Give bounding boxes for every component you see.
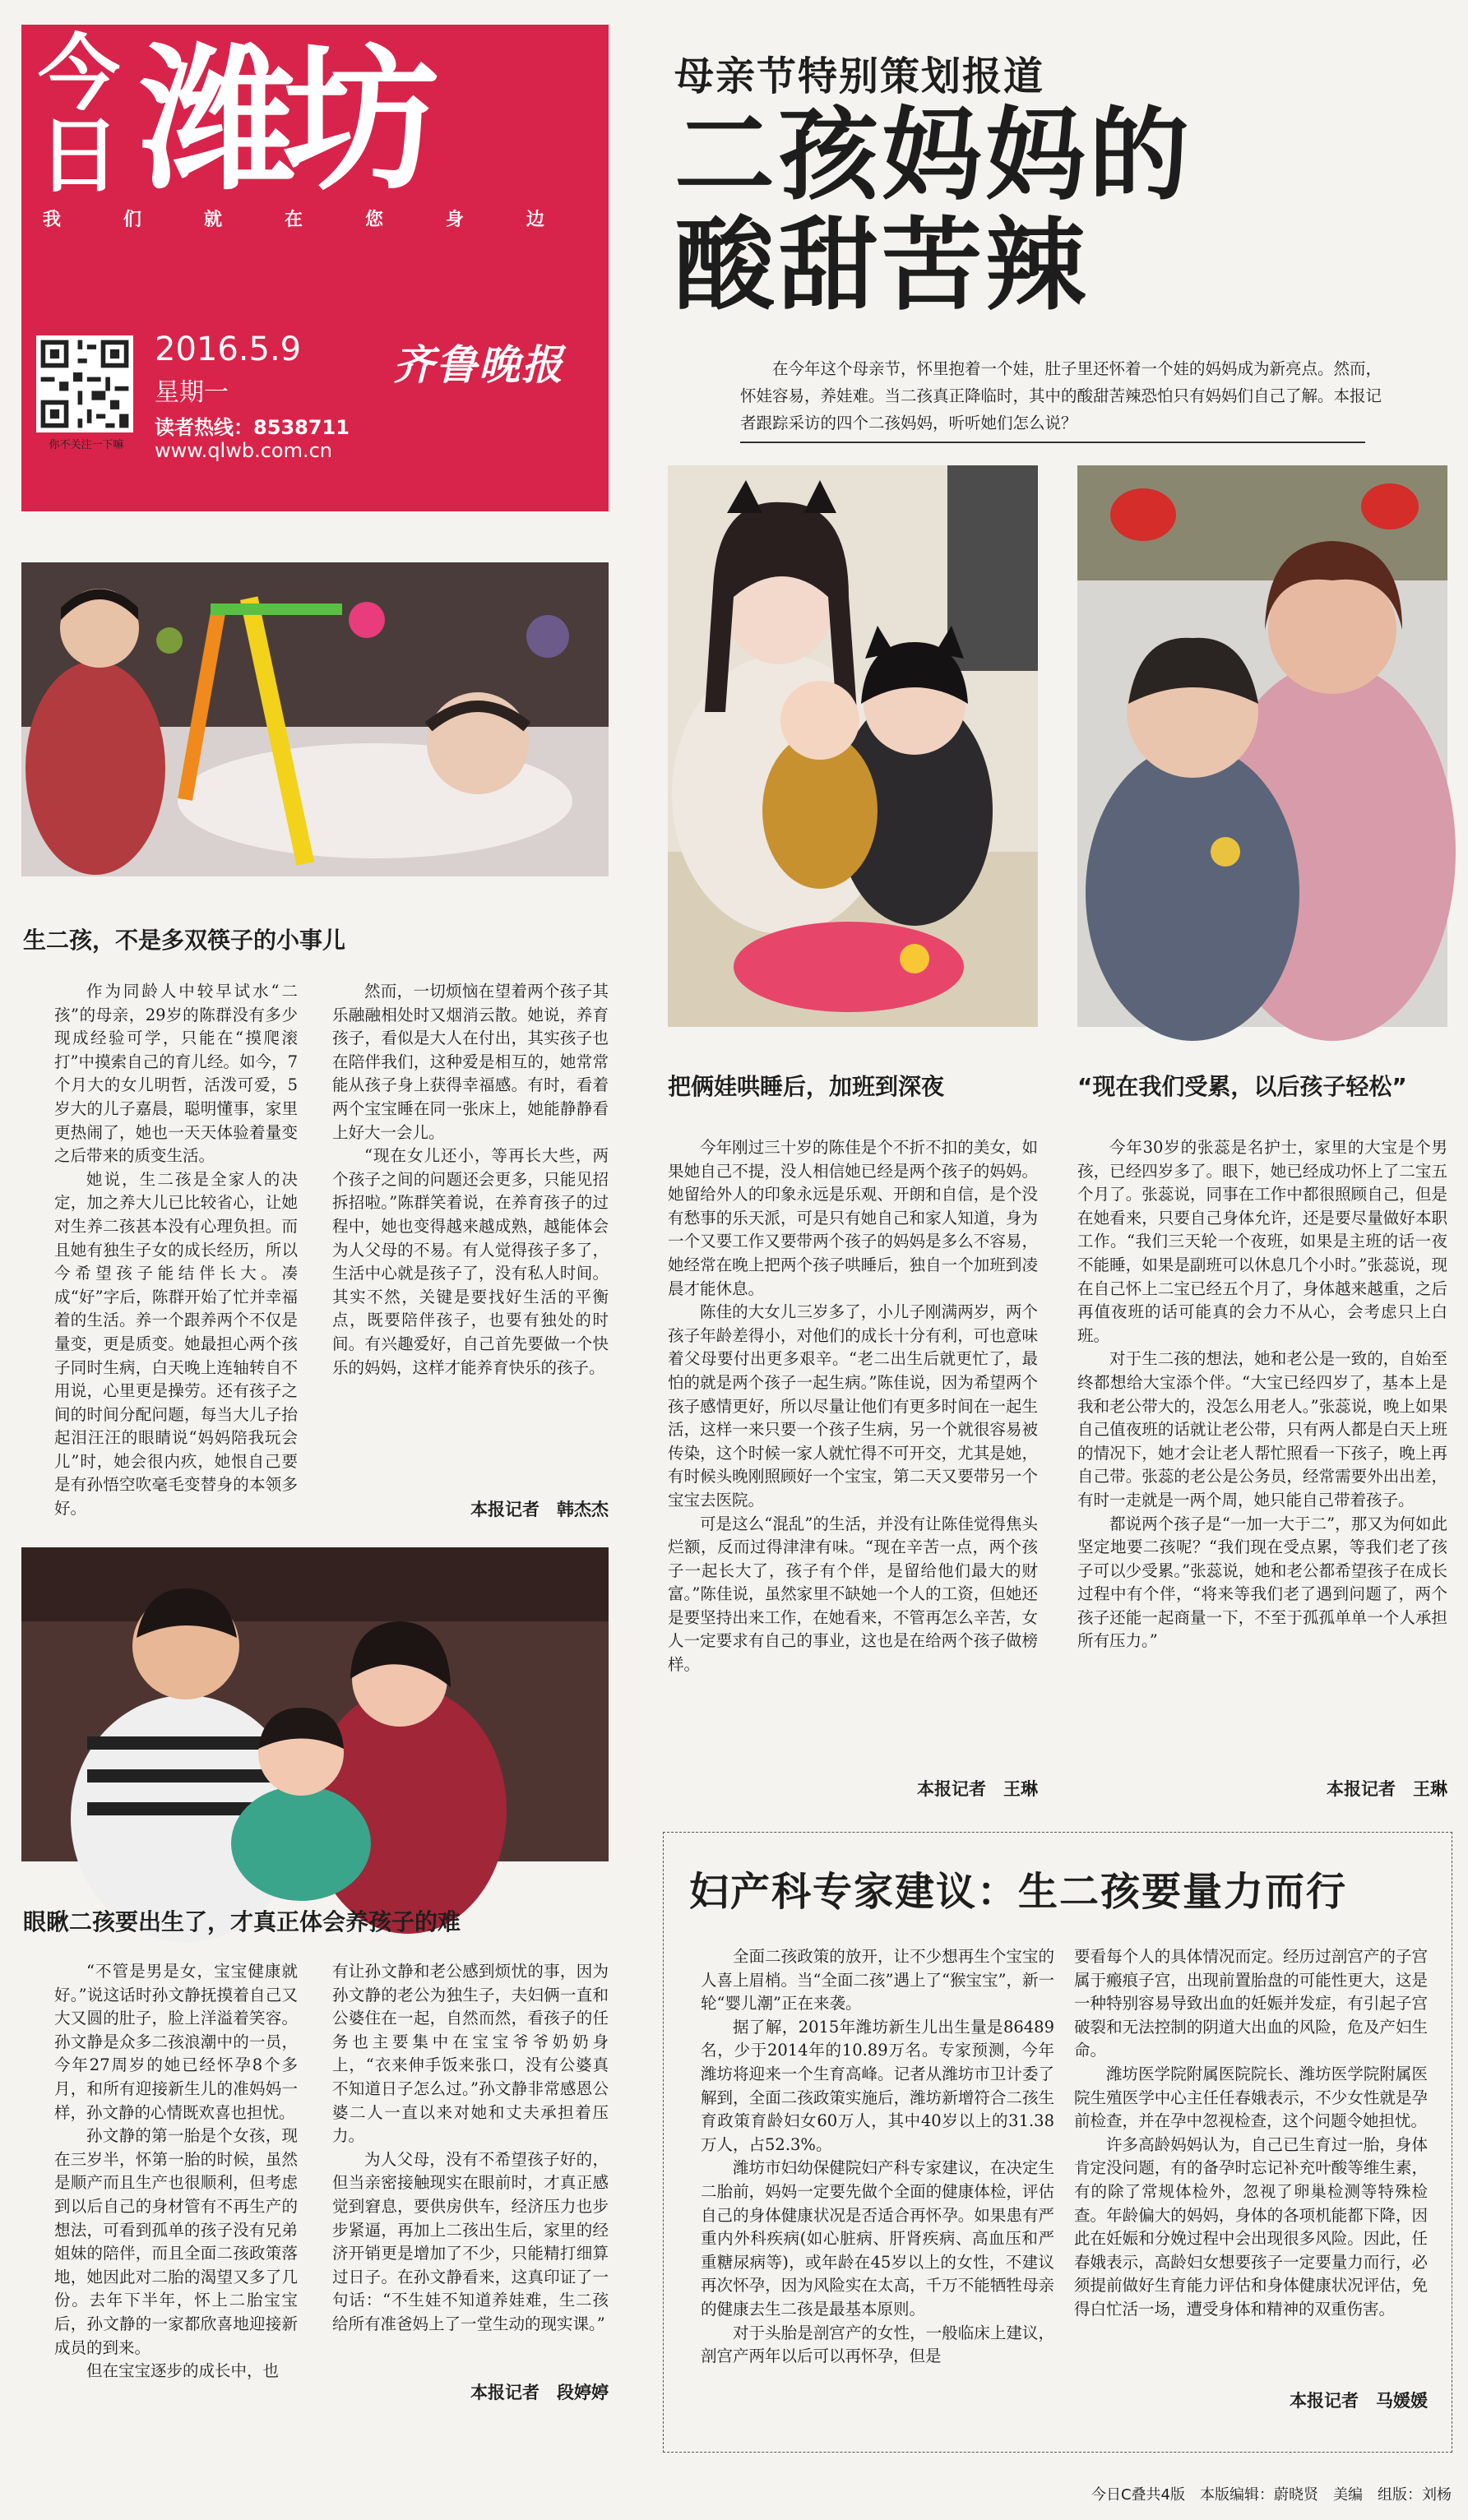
story-paragraph: 对于头胎是剖宫产的女性，一般临床上建议，剖宫产两年以后可以再怀孕，但是 bbox=[701, 2323, 1054, 2366]
photo-zhang-rui-son bbox=[1077, 465, 1447, 1027]
story-paragraph: 为人父母，没有不希望孩子好的，但当亲密接触现实在眼前时，才真正感觉到窘息，要供房供车，经济压力也步步紧逼，再加上二孩出生后，家里的经济开销更是增加了不少，只能精打细算过日子。在孙文静看来，这真印证了一句话：“不生娃不知道养娃难，生二孩给所有准爸妈上了一堂生动的现实课。” bbox=[332, 2149, 609, 2333]
issue-date: 2016.5.9 bbox=[155, 331, 302, 368]
logo-jin: 今日 bbox=[38, 25, 117, 204]
slogan bbox=[43, 206, 544, 231]
qr-code-icon[interactable] bbox=[36, 335, 133, 432]
story-paragraph: 作为同龄人中较早试水“二孩”的母亲，29岁的陈群没有多少现成经验可学，只能在“摸爬滚打”中摸索自己的育儿经。如今，7个月大的女儿明哲，活泼可爱，5岁大的儿子嘉晨，聪明懂事，家里更热闹了，她也一天天体验着量变之后带来的质变生活。 bbox=[54, 982, 298, 1166]
story-2-byline: 本报记者 王琳 bbox=[917, 1779, 1038, 1799]
expert-column-b bbox=[1074, 1945, 1428, 2388]
logo-name: 潍坊 bbox=[140, 30, 427, 211]
story-paragraph: “现在女儿还小，等再长大些，两个孩子之间的问题还会更多，只能见招拆招啦。”陈群笑着说，在养育孩子的过程中，她也变得越来越成熟，越能体会为人父母的不易。有人觉得孩子多了，生活中心就是孩子了，没有私人时间。其实不然，关键是要找好生活的平衡点，既要陪伴孩子，也要有独处的时间。有兴趣爱好，自己首先要做一个快乐的妈妈，这样才能养育快乐的孩子。 bbox=[332, 1146, 609, 1377]
story-1-byline: 本报记者 韩杰杰 bbox=[470, 1500, 609, 1519]
story-paragraph: 据了解，2015年潍坊新生儿出生量是86489名，少于2014年的10.89万名。专家预测，今年潍坊将迎来一个生育高峰。记者从潍坊市卫计委了解到，全面二孩政策实施后，潍坊新增符合二孩生育政策育龄妇女60万人，其中40岁以上的31.38万人，占52.3%。 bbox=[701, 2017, 1054, 2154]
story-paragraph: “不管是男是女，宝宝健康就好。”说这话时孙文静抚摸着自己又大又圆的肚子，脸上洋溢着笑容。孙文静是众多二孩浪潮中的一员，今年27周岁的她已经怀孕8个多月，和所有迎接新生儿的准妈妈一样，孙文静的心情既欢喜也担忧。 bbox=[54, 1962, 298, 2122]
story-paragraph: 都说两个孩子是“一加一大于二”，那又为何如此坚定地要二孩呢？“我们现在受点累，等我们老了孩子可以少受累。”张蕊说，她和老公都希望孩子在成长过程中有个伴，“将来等我们老了遇到问题了，两个孩子还能一起商量一下，不至于孤孤单单一个人承担所有压力。” bbox=[1077, 1514, 1447, 1651]
story-paragraph: 对于生二孩的想法，她和老公是一致的，自始至终都想给大宝添个伴。“大宝已经四岁了，基本上是我和老公带大的，没怎么用老人。”张蕊说，晚上如果自己值夜班的话就让老公带，只有两人都是白天上班的情况下，她才会让老人帮忙照看一下孩子，晚上再自己带。张蕊的老公是公务员，经常需要外出出差，有时一走就是一两个周，她只能自己带着孩子。 bbox=[1077, 1349, 1447, 1510]
headline-line-2: 酸甜苦辣 bbox=[674, 207, 1089, 324]
story-paragraph: 潍坊市妇幼保健院妇产科专家建议，在决定生二胎前，妈妈一定要先做个全面的健康体检，评估自己的身体健康状况是否适合再怀孕。如果患有严重内外科疾病(如心脏病、肝肾疾病、高血压和严重糖尿病等)，或年龄在45岁以上的女性，不建议再次怀孕，因为风险实在太高，千万不能牺牲母亲的健康去生二孩是最基本原则。 bbox=[701, 2158, 1054, 2319]
photo-chen-jia-family bbox=[668, 465, 1038, 1027]
paper-name-logo: 齐鲁晚报 bbox=[393, 340, 564, 389]
page-footer-credits: 今日C叠共4版 本版编辑：蔚晓贤 美编 组版：刘杨 bbox=[1091, 2486, 1452, 2504]
headline-kicker: 母亲节特别策划报道 bbox=[674, 53, 1045, 99]
story-paragraph: 可是这么“混乱”的生活，并没有让陈佳觉得焦头烂额，反而过得津津有味。“现在辛苦一点，两个孩子一起长大了，孩子有个伴，是留给他们最大的财富。”陈佳说，虽然家里不缺她一个人的工资，但她还是要坚持出来工作，在她看来，不管再怎么辛苦，女人一定要求有自己的事业，这也是在给两个孩子做榜样。 bbox=[668, 1514, 1038, 1675]
story-2-caption: 把俩娃哄睡后，加班到深夜 bbox=[668, 1073, 945, 1100]
expert-column-a bbox=[701, 1945, 1054, 2411]
story-paragraph: 许多高龄妈妈认为，自己已生育过一胎，身体肯定没问题，有的备孕时忘记补充叶酸等维生素，有的除了常规体检外，忽视了卵巢检测等特殊检查。年龄偏大的妈妈，身体的各项机能都下降，因此在妊娠和分娩过程中会出现很多风险。因此，任春娥表示，高龄妇女想要孩子一定要量力而行，必须提前做好生育能力评估和身体健康状况评估，免得白忙活一场，遭受身体和精神的双重伤害。 bbox=[1074, 2134, 1428, 2319]
story-1-column-a bbox=[54, 980, 298, 1519]
story-paragraph: 她说，生二孩是全家人的决定，加之养大儿已比较省心，让她对生养二孩甚本没有心理负担。而且她有独生子女的成长经历，所以今希望孩子能结伴长大。凑成“好”字后，陈群开始了忙并幸福着的生活。养一个跟养两个不仅是量变，更是质变。她最担心两个孩子同时生病，白天晚上连轴转自不用说，心里更是操劳。还有孩子之间的时间分配问题，每当大儿子抬起泪汪汪的眼睛说“妈妈陪我玩会儿”时，她会很内疚，她恨自己要是有孙悟空吹毫毛变替身的本领多好。 bbox=[54, 1169, 298, 1519]
story-1-caption: 生二孩，不是多双筷子的小事儿 bbox=[23, 927, 346, 954]
story-paragraph: 全面二孩政策的放开，让不少想再生个宝宝的人喜上眉梢。当“全面二孩”遇上了“猴宝宝”，新一轮“婴儿潮”正在来袭。 bbox=[701, 1947, 1054, 2014]
photo-chen-qun-children bbox=[21, 562, 609, 876]
slogan-char: 就 bbox=[203, 210, 222, 230]
story-4-byline: 本报记者 段婷婷 bbox=[470, 2383, 609, 2402]
expert-advice-title: 妇产科专家建议：生二孩要量力而行 bbox=[689, 1869, 1348, 1915]
story-4-column-b bbox=[332, 1960, 609, 2379]
story-paragraph: 要看每个人的具体情况而定。经历过剖宫产的子宫属于瘢痕子宫，出现前置胎盘的可能性更大，这是一种特别容易导致出血的妊娠并发症，有引起子宫破裂和无法控制的阴道大出血的风险，危及产妇生命。 bbox=[1074, 1947, 1428, 2060]
story-paragraph: 但在宝宝逐步的成长中，也 bbox=[86, 2361, 280, 2381]
slogan-char: 们 bbox=[123, 210, 141, 230]
qr-caption: 你不关注一下嘛 bbox=[49, 439, 124, 451]
story-paragraph: 然而，一切烦恼在望着两个孩子其乐融融相处时又烟消云散。她说，养育孩子，看似是大人在付出，其实孩子也在陪伴我们，这种爱是相互的，她常常能从孩子身上获得幸福感。有时，看着两个宝宝睡在同一张床上，她能静静看上好大一会儿。 bbox=[332, 982, 609, 1142]
story-4-caption: 眼瞅二孩要出生了，才真正体会养孩子的难 bbox=[23, 1908, 461, 1935]
slogan-char: 在 bbox=[284, 210, 303, 230]
slogan-char: 您 bbox=[364, 210, 383, 230]
story-2-body bbox=[668, 1136, 1038, 1763]
slogan-char: 身 bbox=[445, 210, 464, 230]
story-paragraph: 孙文静的第一胎是个女孩，现在三岁半，怀第一胎的时候，虽然是顺产而且生产也很顺利，但考虑到以后自己的身材管有不再生产的想法，可看到孤单的孩子没有兄弟姐妹的陪伴，而且全面二孩政策落地，她因此对二胎的渴望又多了几份。去年下半年，怀上二胎宝宝后，孙文静的一家都欣喜地迎接新成员的到来。 bbox=[54, 2126, 298, 2357]
story-1-column-b bbox=[332, 980, 609, 1498]
story-paragraph: 潍坊医学院附属医院院长、潍坊医学院附属医院生殖医学中心主任任春娥表示，不少女性就是孕前检查，并在孕中忽视检查，这个问题令她担忧。 bbox=[1074, 2064, 1428, 2131]
headline-line-1: 二孩妈妈的 bbox=[674, 97, 1192, 214]
story-paragraph: 今年刚过三十岁的陈佳是个不折不扣的美女，如果她自己不提，没人相信她已经是两个孩子的妈妈。她留给外人的印象永远是乐观、开朗和自信，是个没有愁事的乐天派，可是只有她自己和家人知道，身为一个又要工作又要带两个孩子的妈妈是多么不容易，她经常在晚上把两个孩子哄睡后，独自一个加班到凌晨才能休息。 bbox=[668, 1138, 1038, 1298]
story-paragraph: 今年30岁的张蕊是名护士，家里的大宝是个男孩，已经四岁多了。眼下，她已经成功怀上了二宝五个月了。张蕊说，同事在工作中都很照顾自己，但是在她看来，只要自己身体允许，还是要尽量做好本职工作。“我们三天轮一个夜班，如果是主班的话一夜不能睡，如果是副班可以休息几个小时。”张蕊说，现在自己怀上二宝已经五个月了，身体越来越重，之后再值夜班的话可能真的会力不从心，会考虑只上白班。 bbox=[1077, 1138, 1447, 1345]
photo-sun-wenjing-family bbox=[21, 1547, 609, 1861]
story-4-column-a bbox=[54, 1960, 298, 2422]
reader-hotline: 读者热线：8538711 bbox=[155, 416, 350, 439]
story-3-byline: 本报记者 王琳 bbox=[1327, 1779, 1447, 1799]
story-paragraph: 陈佳的大女儿三岁多了，小儿子刚满两岁，两个孩子年龄差得小，对他们的成长十分有利，可也意味着父母要付出更多艰辛。“老二出生后就更忙了，最怕的就是两个孩子一起生病。”陈佳说，因为希望两个孩子感情更好，所以尽量让他们有更多时间在一起生活，这样一来只要一个孩子生病，另一个就很容易被传染，这个时候一家人就忙得不可开交，尤其是她，有时候头晚刚照顾好一个宝宝，第二天又要带另一个宝宝去医院。 bbox=[668, 1302, 1038, 1510]
lede-paragraph: 在今年这个母亲节，怀里抱着一个娃，肚子里还怀着一个娃的妈妈成为新亮点。然而，怀娃容易，养娃难。当二孩真正降临时，其中的酸甜苦辣恐怕只有妈妈们自己了解。本报记者跟踪采访的四个二孩妈妈，听听她们怎么说？ bbox=[740, 359, 1382, 432]
expert-byline: 本报记者 马媛媛 bbox=[1290, 2391, 1428, 2411]
slogan-char: 我 bbox=[43, 210, 62, 230]
slogan-char: 边 bbox=[526, 210, 544, 230]
lede-underline bbox=[740, 442, 1365, 443]
story-paragraph: 有让孙文静和老公感到烦忧的事，因为孙文静的老公为独生子，夫妇俩一直和公婆住在一起，自然而然，看孩子的任务也主要集中在宝宝爷爷奶奶身上，“衣来伸手饭来张口，没有公婆真不知道日子怎么过。”孙文静非常感恩公婆二人一直以来对她和丈夫承担着压力。 bbox=[332, 1962, 609, 2146]
story-3-caption: “现在我们受累，以后孩子轻松” bbox=[1077, 1073, 1407, 1100]
story-3-body bbox=[1077, 1136, 1447, 1763]
issue-weekday: 星期一 bbox=[155, 378, 229, 407]
website-link[interactable]: www.qlwb.com.cn bbox=[155, 439, 332, 462]
